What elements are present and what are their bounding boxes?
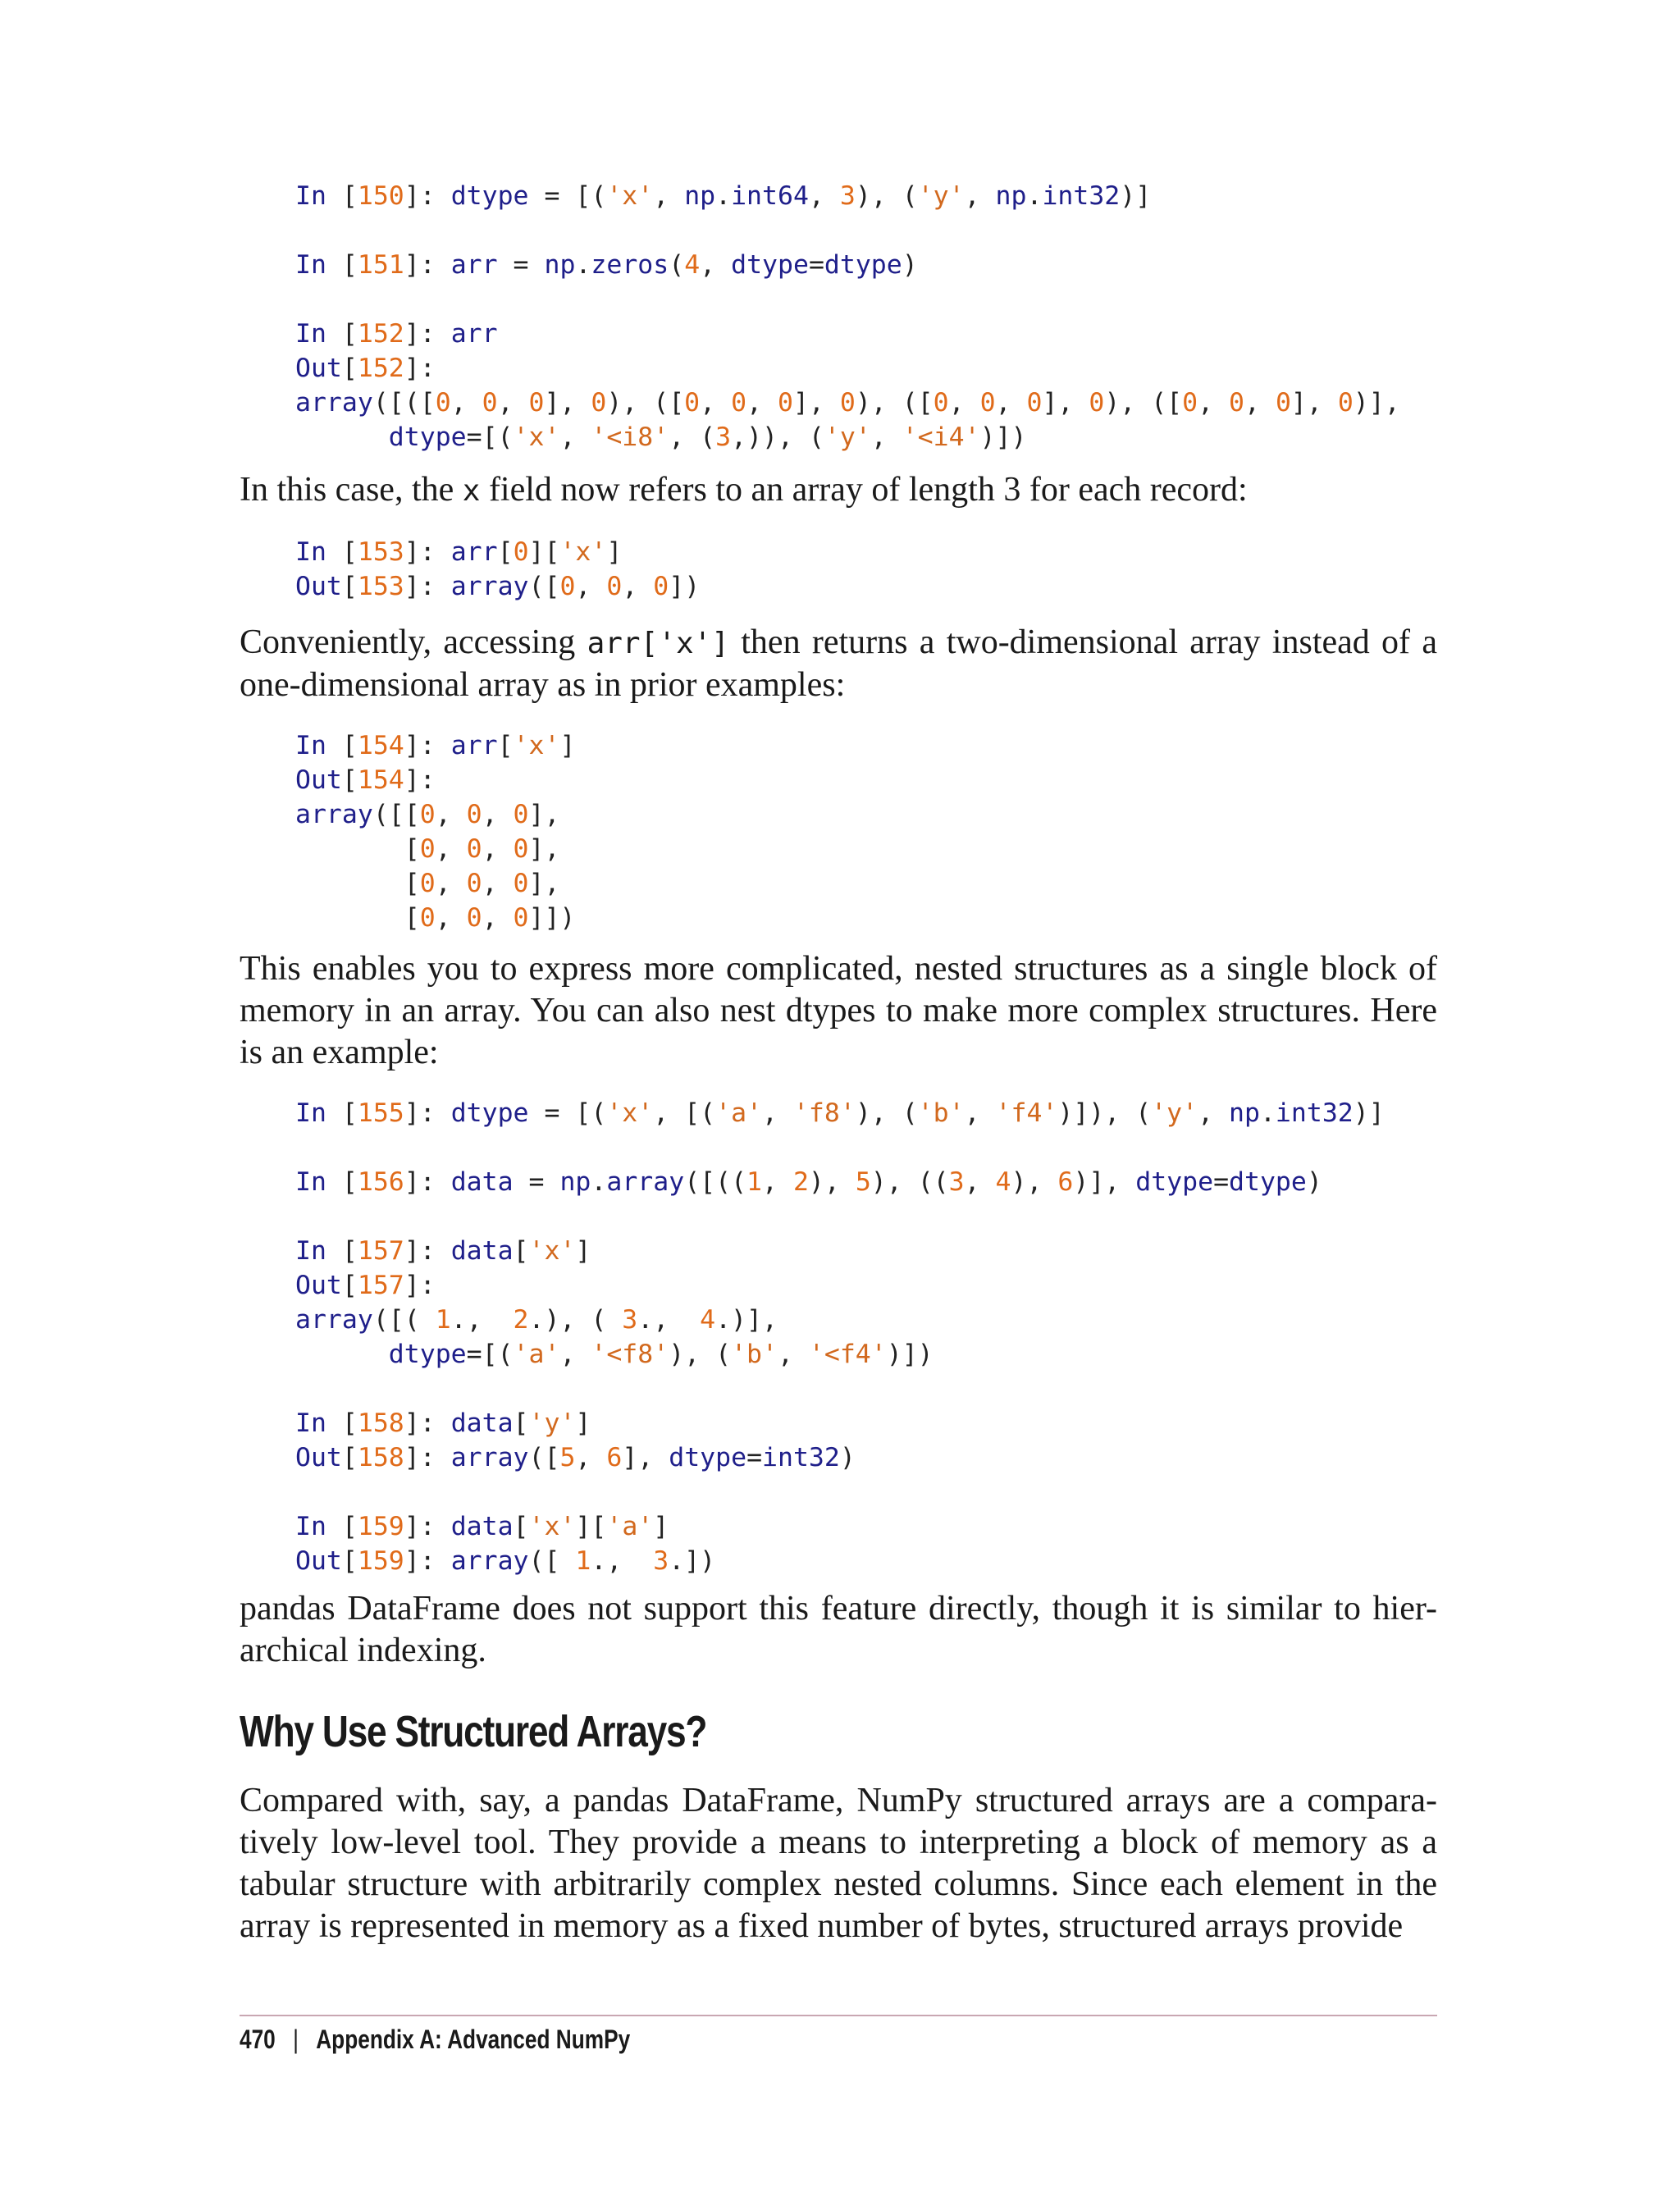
code-block-two-dimensional [295,728,1598,935]
code-line: In [151]: arr = np.zeros(4, dtype=dtype) [295,250,918,280]
code-line [295,213,1598,248]
code-line: In [157]: data['x'] [295,1236,591,1266]
code-line: In [154]: arr['x'] [295,731,576,760]
code-line: array([( 1., 2.), ( 3., 4.)], [295,1305,778,1335]
footer-separator: | [293,2025,299,2054]
code-line: In [159]: data['x']['a'] [295,1512,669,1541]
code-line: [0, 0, 0], [295,869,560,898]
text-span: field now refers to an array of length 3 for each record: [480,471,1248,509]
section-heading: Why Use Structured Arrays? [240,1707,707,1756]
paragraph-line [240,469,1437,512]
code-line: In [155]: dtype = [('x', [('a', 'f8'), ('b', 'f4')]), ('y', np.int32)] [295,1098,1385,1128]
code-line [295,282,1598,317]
chapter-title: Appendix A: Advanced NumPy [316,2025,631,2054]
paragraph-line: tabular structure with arbitrarily complex nested columns. Since each element in the [240,1865,1437,1903]
code-line [295,1130,1598,1165]
code-line: [0, 0, 0], [295,834,560,864]
code-line: [0, 0, 0]]) [295,903,576,933]
code-line [295,1372,1598,1406]
paragraph-line: array is represented in memory as a fixed number of bytes, structured arrays provide [240,1907,1404,1945]
inline-code-x: x [462,474,481,508]
code-line: In [156]: data = np.array([((1, 2), 5), ((3, 4), 6)], dtype=dtype) [295,1167,1322,1197]
text-span: Conveniently, accessing [240,623,587,661]
paragraph-line: is an example: [240,1034,439,1071]
paragraph-line: one-dimensional array as in prior examples: [240,666,846,704]
paragraph-line: This enables you to express more complicated, nested structures as a single block of [240,950,1437,988]
paragraph-conveniently [240,622,1437,706]
paragraph-line: archical indexing. [240,1632,486,1669]
code-block-arr-index [295,535,1598,604]
text-span: then returns a two-dimensional array instead of a [728,623,1437,661]
page-footer [240,2025,1421,2055]
code-line [295,1199,1598,1234]
code-line: Out[153]: array([0, 0, 0]) [295,572,701,601]
paragraph-comparison [240,1780,1437,1947]
code-line: Out[157]: [295,1271,436,1300]
code-line [295,1475,1598,1509]
page-number: 470 [240,2025,276,2054]
paragraph-line: pandas DataFrame does not support this feature directly, though it is similar to hier- [240,1590,1437,1628]
code-line: In [150]: dtype = [('x', np.int64, 3), ('y', np.int32)] [295,181,1152,211]
paragraph-nested-structures [240,948,1437,1074]
code-line: dtype=[('a', '<f8'), ('b', '<f4')]) [388,1340,934,1369]
paragraph-line: tively low-level tool. They provide a means to interpreting a block of memory as a [240,1824,1437,1861]
paragraph-line [240,622,1437,664]
code-block-nested-dtype [295,1096,1598,1578]
paragraph-line: memory in an array. You can also nest dtypes to make more complex structures. Here [240,992,1437,1029]
code-line: array([([0, 0, 0], 0), ([0, 0, 0], 0), ([0, 0, 0], 0), ([0, 0, 0], 0)], [295,388,1400,418]
inline-code-arr-x: arr['x'] [587,627,729,660]
paragraph-pandas-support [240,1588,1437,1672]
code-line: dtype=[('x', '<i8', (3,)), ('y', '<i4')]) [388,422,1027,452]
code-line: array([[0, 0, 0], [295,800,560,829]
paragraph-line: Compared with, say, a pandas DataFrame, NumPy structured arrays are a compara- [240,1782,1437,1819]
code-line: Out[152]: [295,354,436,383]
code-block-structured-dtype [295,179,1598,454]
code-line: In [152]: arr [295,319,498,349]
code-line: Out[159]: array([ 1., 3.]) [295,1546,716,1576]
text-span: In this case, the [240,471,463,509]
paragraph-x-field [240,469,1437,512]
code-line: Out[154]: [295,765,436,795]
footer-rule [240,2015,1437,2016]
code-line: Out[158]: array([5, 6], dtype=int32) [295,1443,856,1472]
code-line: In [158]: data['y'] [295,1408,591,1438]
code-line: In [153]: arr[0]['x'] [295,537,623,567]
